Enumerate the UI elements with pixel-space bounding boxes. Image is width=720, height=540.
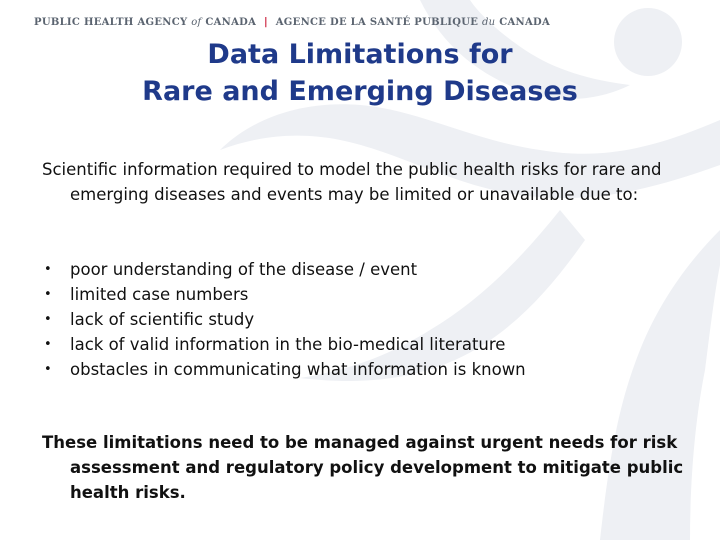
slide-title-line-1: Data Limitations for (207, 39, 513, 70)
agency-name-en: PUBLIC HEALTH AGENCY (34, 17, 188, 28)
slide-title-line-2: Rare and Emerging Diseases (142, 76, 578, 107)
intro-paragraph: Scientific information required to model the public health risks for rare and emerging diseases and events may be limited or unavailable due to: (42, 160, 662, 204)
bullet-item (42, 282, 682, 307)
bullet-item (42, 307, 682, 332)
slide-title (60, 36, 660, 110)
bullet-list (42, 257, 682, 382)
bullet-dot-icon: • (44, 287, 52, 302)
bullet-text: limited case numbers (70, 285, 249, 304)
bullet-item (42, 332, 682, 357)
agency-name-en-of: of (191, 17, 202, 28)
closing-paragraph: These limitations need to be managed against urgent needs for risk assessment and regulatory policy development to mitigate public health risks. (42, 433, 684, 502)
bullet-text: obstacles in communicating what information is known (70, 360, 526, 379)
agency-header (34, 17, 550, 28)
agency-name-fr: AGENCE DE LA SANTÉ PUBLIQUE (275, 17, 479, 28)
header-separator: | (264, 17, 268, 28)
bullet-text: lack of valid information in the bio-medical literature (70, 335, 506, 354)
bullet-item (42, 357, 682, 382)
bullet-text: lack of scientific study (70, 310, 255, 329)
bullet-dot-icon: • (44, 262, 52, 277)
agency-name-fr-country: CANADA (499, 17, 551, 28)
agency-name-fr-du: du (481, 17, 496, 28)
bullet-dot-icon: • (44, 312, 52, 327)
bullet-text: poor understanding of the disease / event (70, 260, 418, 279)
bullet-item (42, 257, 682, 282)
bullet-dot-icon: • (44, 337, 52, 352)
bullet-dot-icon: • (44, 362, 52, 377)
agency-name-en-country: CANADA (205, 17, 257, 28)
